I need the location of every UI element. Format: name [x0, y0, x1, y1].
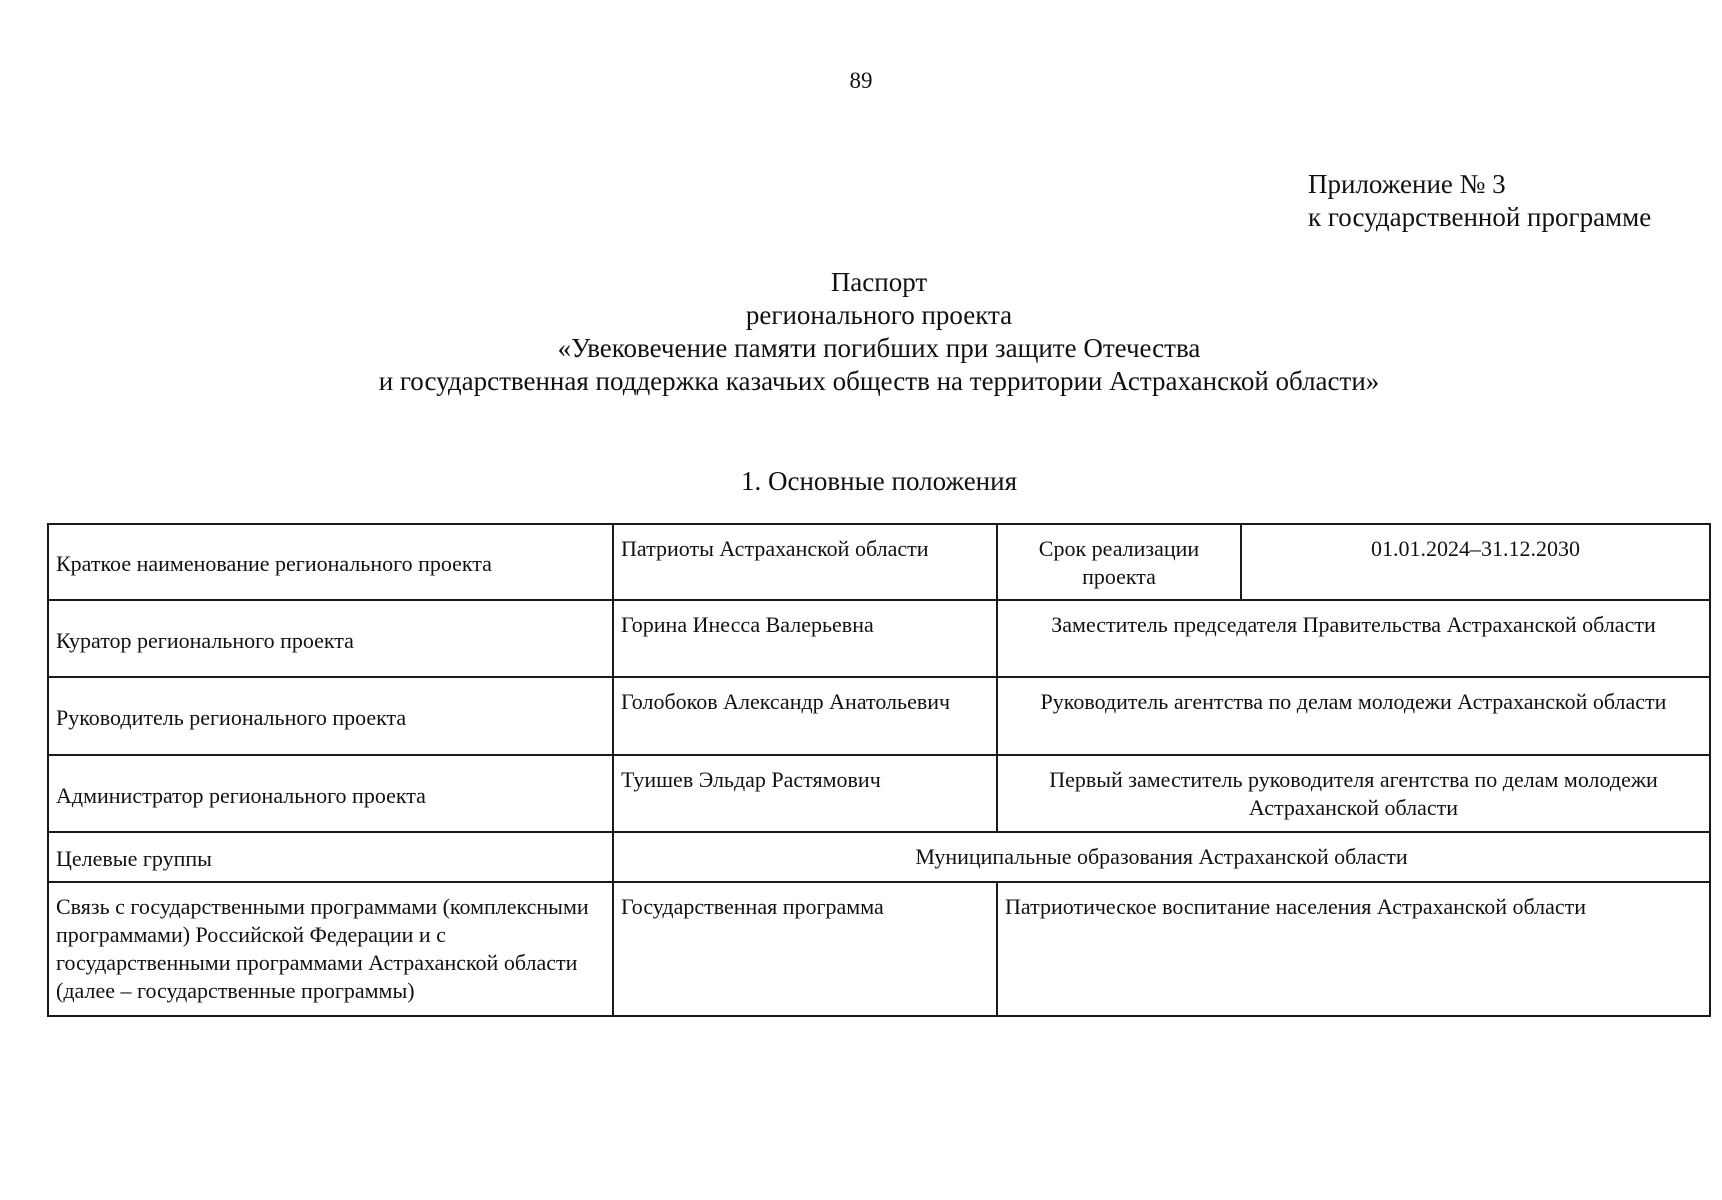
document-title	[0, 266, 1722, 398]
cell-head-position: Руководитель агентства по делам молодежи Астраханской области	[997, 677, 1710, 755]
cell-term-value: 01.01.2024–31.12.2030	[1241, 524, 1710, 600]
table-row-target-groups	[48, 832, 1710, 882]
title-line-1: Паспорт	[830, 267, 928, 297]
cell-programs-label: Связь с государственными программами (комплексными программами) Российской Федерации и с государственными программами Астраханской области (далее – государственные программы)	[48, 882, 613, 1016]
table-row-short-name	[48, 524, 1710, 600]
cell-head-name: Голобоков Александр Анатольевич	[613, 677, 997, 755]
page-number: 89	[849, 68, 873, 93]
cell-short-name-value: Патриоты Астраханской области	[613, 524, 997, 600]
appendix-line-1: Приложение № 3	[1308, 169, 1506, 199]
title-line-3: «Увековечение памяти погибших при защите Отечества	[557, 333, 1201, 363]
table-row-curator	[48, 600, 1710, 677]
appendix-line-2: к государственной программе	[1308, 202, 1652, 232]
cell-term-label: Срок реализации проекта	[997, 524, 1241, 600]
cell-head-label: Руководитель регионального проекта	[48, 677, 613, 755]
cell-administrator-label: Администратор регионального проекта	[48, 755, 613, 832]
table-row-programs	[48, 882, 1710, 1016]
cell-curator-name: Горина Инесса Валерьевна	[613, 600, 997, 677]
cell-target-groups-label: Целевые группы	[48, 832, 613, 882]
title-line-2: регионального проекта	[745, 300, 1013, 330]
cell-programs-type: Государственная программа	[613, 882, 997, 1016]
cell-administrator-name: Туишев Эльдар Растямович	[613, 755, 997, 832]
cell-target-groups-value: Муниципальные образования Астраханской области	[613, 832, 1710, 882]
table-row-administrator	[48, 755, 1710, 832]
cell-programs-value: Патриотическое воспитание населения Астраханской области	[997, 882, 1710, 1016]
cell-curator-position: Заместитель председателя Правительства Астраханской области	[997, 600, 1710, 677]
table-row-head	[48, 677, 1710, 755]
title-line-4: и государственная поддержка казачьих обществ на территории Астраханской области»	[378, 366, 1380, 396]
passport-table	[47, 523, 1711, 1017]
section-title: 1. Основные положения	[741, 466, 1017, 496]
appendix-caption	[1308, 168, 1651, 234]
cell-short-name-label: Краткое наименование регионального проекта	[48, 524, 613, 600]
cell-administrator-position: Первый заместитель руководителя агентства по делам молодежи Астраханской области	[997, 755, 1710, 832]
cell-curator-label: Куратор регионального проекта	[48, 600, 613, 677]
